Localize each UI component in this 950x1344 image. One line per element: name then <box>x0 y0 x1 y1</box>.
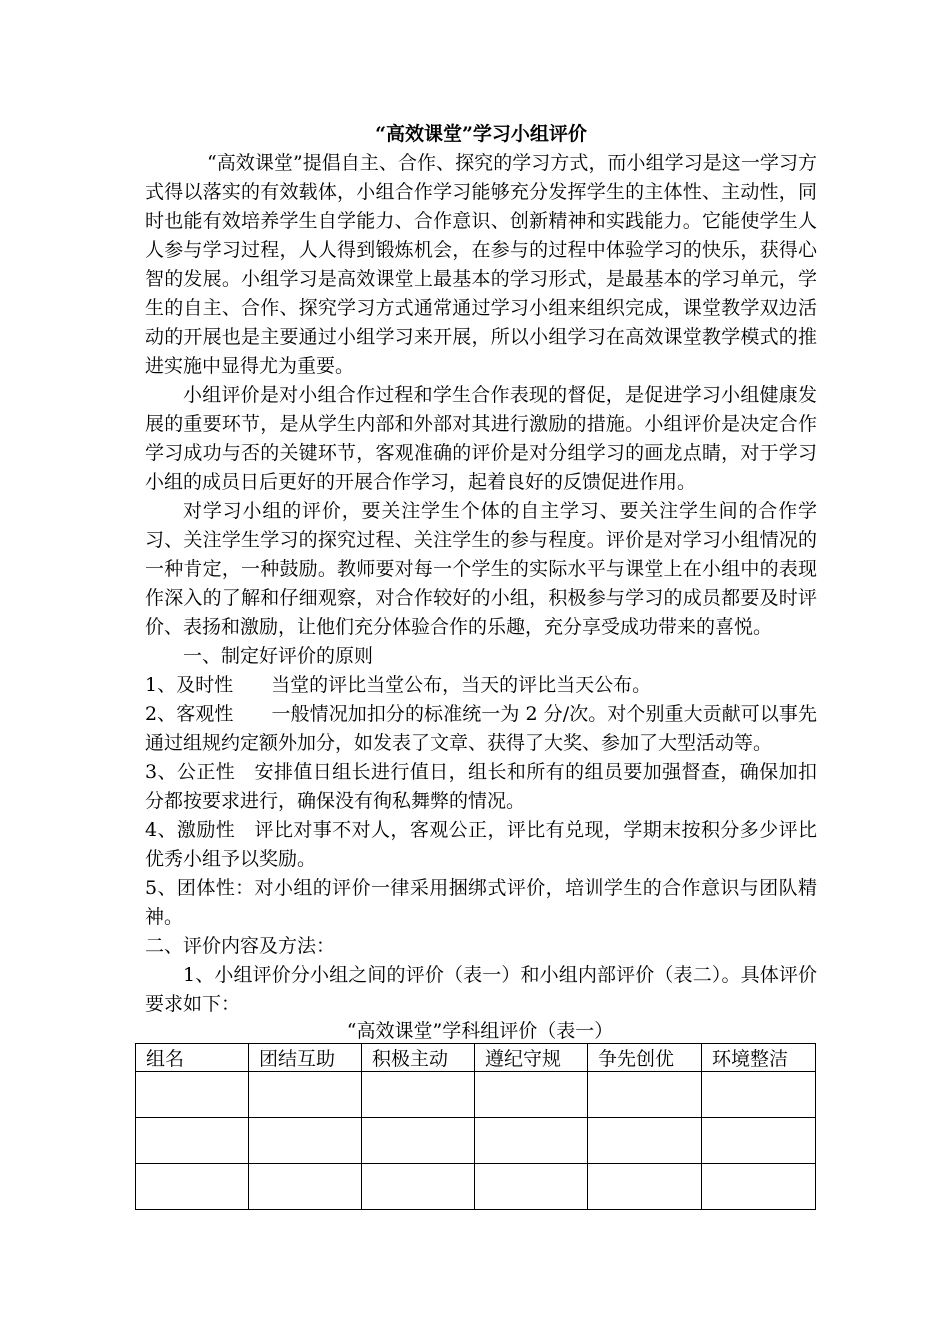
table-cell <box>136 1118 249 1164</box>
section2-heading: 二、评价内容及方法： <box>145 935 336 957</box>
header-cleanliness: 环境整洁 <box>702 1044 816 1072</box>
header-unity: 团结互助 <box>249 1044 362 1072</box>
principle-incentive: 4、激励性 评比对事不对人，客观公正，评比有兑现，学期末按积分多少评比优秀小组予以奖励。 <box>145 819 817 870</box>
document-title: “高效课堂”学习小组评价 <box>375 123 587 145</box>
evaluation-paragraph: 小组评价是对小组合作过程和学生合作表现的督促，是促进学习小组健康发展的重要环节，是从学生内部和外部对其进行激励的措施。小组评价是决定合作学习成功与否的关键环节，客观准确的评价是对分组学习的画龙点睛，对于学习小组的成员日后更好的开展合作学习，起着良好的反馈促进作用。 <box>145 384 817 493</box>
table-cell <box>475 1118 588 1164</box>
header-excellence: 争先创优 <box>588 1044 702 1072</box>
table-cell <box>702 1164 816 1210</box>
table-cell <box>362 1072 475 1118</box>
table-cell <box>702 1072 816 1118</box>
table-header-row <box>136 1044 816 1072</box>
table-row <box>136 1164 816 1210</box>
table-cell <box>362 1118 475 1164</box>
table-cell <box>588 1072 702 1118</box>
principle-teamwork: 5、团体性：对小组的评价一律采用捆绑式评价，培训学生的合作意识与团队精神。 <box>145 877 817 928</box>
table-cell <box>362 1164 475 1210</box>
table-row <box>136 1118 816 1164</box>
intro-paragraph: “高效课堂”提倡自主、合作、探究的学习方式，而小组学习是这一学习方式得以落实的有效载体，小组合作学习能够充分发挥学生的主体性、主动性，同时也能有效培养学生自学能力、合作意识、创新精神和实践能力。它能使学生人人参与学习过程，人人得到锻炼机会，在参与的过程中体验学习的快乐，获得心智的发展。小组学习是高效课堂上最基本的学习形式，是最基本的学习单元，学生的自主、合作、探究学习方式通常通过学习小组来组织完成，课堂教学双边活动的开展也是主要通过小组学习来开展，所以小组学习在高效课堂教学模式的推进实施中显得尤为重要。 <box>145 152 817 377</box>
table-cell <box>249 1164 362 1210</box>
table-cell <box>249 1118 362 1164</box>
table-cell <box>136 1072 249 1118</box>
focus-paragraph: 对学习小组的评价，要关注学生个体的自主学习、要关注学生间的合作学习、关注学生学习的探究过程、关注学生的参与程度。评价是对学习小组情况的一种肯定，一种鼓励。教师要对每一个学生的实际水平与课堂上在小组中的表现作深入的了解和仔细观察，对合作较好的小组，积极参与学习的成员都要及时评价、表扬和激励，让他们充分体验合作的乐趣，充分享受成功带来的喜悦。 <box>145 500 817 638</box>
table-cell <box>702 1118 816 1164</box>
section2-paragraph: 1、小组评价分小组之间的评价（表一）和小组内部评价（表二）。具体评价要求如下： <box>145 964 817 1015</box>
table1-caption: “高效课堂”学科组评价（表一） <box>346 1020 614 1042</box>
table-cell <box>588 1164 702 1210</box>
header-discipline: 遵纪守规 <box>475 1044 588 1072</box>
table-row <box>136 1072 816 1118</box>
table-cell <box>475 1072 588 1118</box>
header-initiative: 积极主动 <box>362 1044 475 1072</box>
section1-heading: 一、制定好评价的原则 <box>183 645 374 667</box>
principle-objectivity: 2、客观性 一般情况加扣分的标准统一为 2 分/次。对个别重大贡献可以事先通过组规约定额外加分，如发表了文章、获得了大奖、参加了大型活动等。 <box>145 703 817 754</box>
principle-timeliness: 1、及时性 当堂的评比当堂公布，当天的评比当天公布。 <box>145 674 652 696</box>
principle-fairness: 3、公正性 安排值日组长进行值日，组长和所有的组员要加强督查，确保加扣分都按要求进行，确保没有徇私舞弊的情况。 <box>145 761 817 812</box>
group-evaluation-table <box>135 1043 816 1210</box>
header-group-name: 组名 <box>136 1044 249 1072</box>
table-cell <box>588 1118 702 1164</box>
table-cell <box>475 1164 588 1210</box>
table-cell <box>249 1072 362 1118</box>
document-body <box>145 120 817 1019</box>
table-cell <box>136 1164 249 1210</box>
